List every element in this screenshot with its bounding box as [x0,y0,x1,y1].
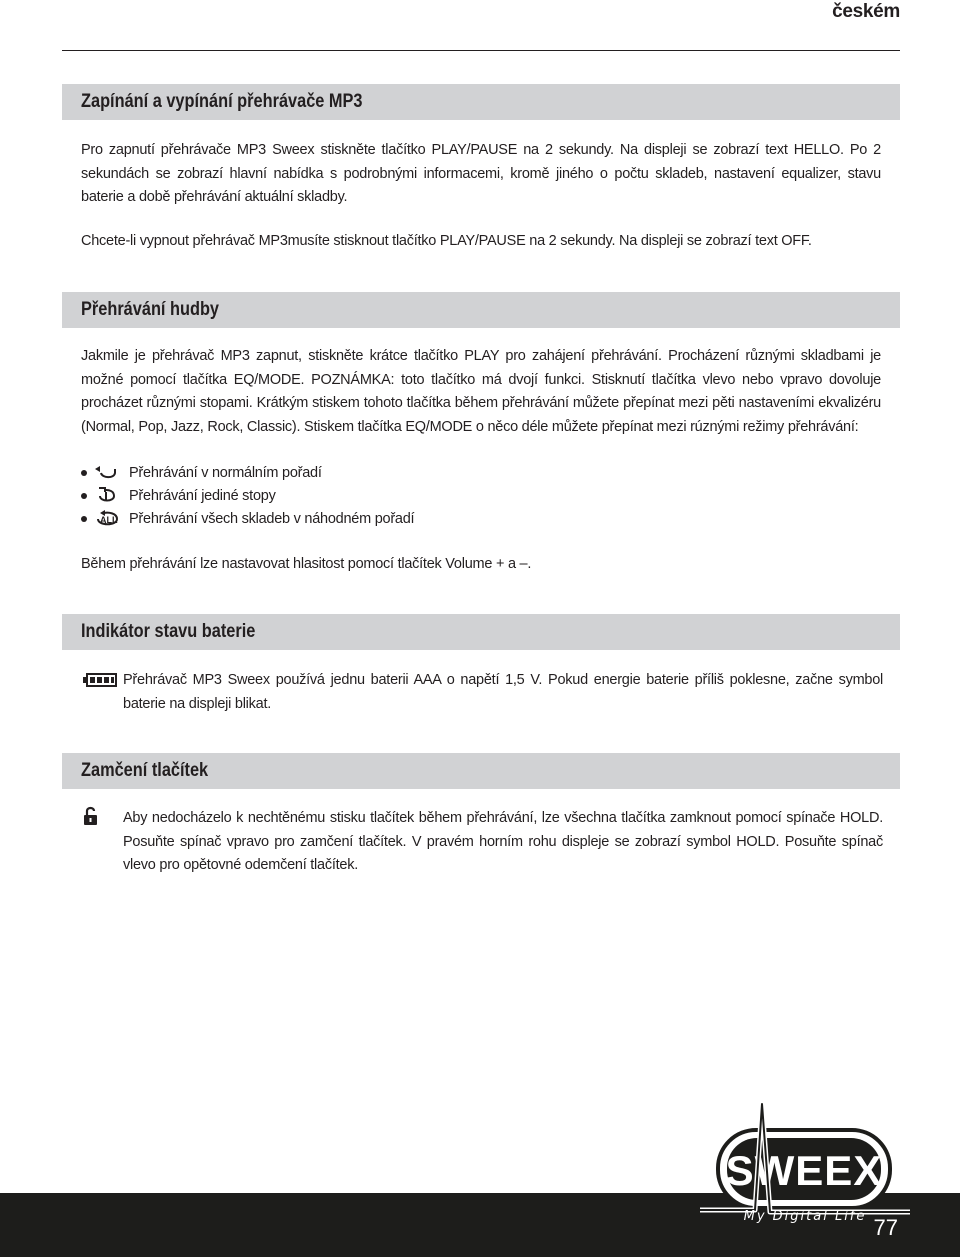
section-power-header [62,84,900,120]
battery-icon [82,672,118,688]
section-playback-header [62,292,900,328]
section-lock-header [62,753,900,789]
logo-tagline: My Digital Life [743,1209,867,1224]
section-battery-header [62,614,900,650]
playback-paragraph-1: Jakmile je přehrávač MP3 zapnut, stiskněte krátce tlačítko PLAY pro zahájení přehrávání. Procházení různými skladbami je možné pomocí tlačítka EQ/MODE. POZNÁMKA: toto tlačítko má dvojí funkci. Stisknutí tlačítka vlevo nebo vpravo dovoluje procházet různými stopami. Krátkým stiskem tohoto tlačítka během přehrávání můžete přepínat mezi pěti nastaveními ekvalizéru (Normal, Pop, Jazz, Rock, Classic). Stiskem tlačítka EQ/MODE o něco déle můžete přepínat mezi rúznými režimy přehrávání: [81,348,881,435]
list-item [81,508,414,530]
section-lock-title: Zamčení tlačítek [81,760,209,781]
section-playback-title: Přehrávání hudby [81,299,220,320]
section-power-title: Zapínání a vypínání přehrávače MP3 [81,91,363,112]
list-item [81,485,276,507]
header-label: českém [832,1,900,22]
sweex-logo [700,1100,910,1225]
mode-label: Přehrávání v normálním pořadí [129,465,322,481]
mode-label: Přehrávání jediné stopy [129,488,276,504]
mode-label: Přehrávání všech skladeb v náhodném pořadí [129,511,415,527]
bullet-dot [81,470,87,476]
repeat-all-icon [92,510,122,528]
lock-icon [82,806,100,826]
list-item [81,462,322,484]
bullet-dot [81,516,87,522]
lock-text: Aby nedocházelo k nechtěnému stisku tlačítek během přehrávání, lze všechna tlačítka zamknout pomocí spínače HOLD. Posuňte spínač vpravo pro zamčení tlačítek. V pravém horním rohu displeje se zobrazí symbol HOLD. Posuňte spínač vlevo pro opětovné odemčení tlačítek. [123,810,883,873]
playback-paragraph-2: Během přehrávání lze nastavovat hlasitost pomocí tlačítek Volume + a –. [81,556,532,572]
header-divider [62,50,900,51]
section-battery-title: Indikátor stavu baterie [81,621,256,642]
bullet-dot [81,493,87,499]
power-paragraph-1: Pro zapnutí přehrávače MP3 Sweex stiskněte tlačítko PLAY/PAUSE na 2 sekundy. Na displeji se zobrazí text HELLO. Po 2 sekundách se zobrazí hlavní nabídka s podrobnými informacemi, kromě jiného o počtu skladeb, nastavení equalizer, stavu baterie a době přehrávání aktuální skladby. [81,142,881,205]
power-paragraph-2: Chcete-li vypnout přehrávač MP3musíte stisknout tlačítko PLAY/PAUSE na 2 sekundy. Na displeji se zobrazí text OFF. [81,233,812,249]
repeat-normal-icon [92,464,122,482]
page-number: 77 [873,1215,898,1240]
battery-text: Přehrávač MP3 Sweex používá jednu baterii AAA o napětí 1,5 V. Pokud energie baterie příliš poklesne, začne symbol baterie na displeji blikat. [123,672,883,712]
repeat-one-icon [92,487,122,505]
logo-text: SWEEX [725,1147,883,1194]
repeat-all-icon-text: ALL [100,515,118,525]
